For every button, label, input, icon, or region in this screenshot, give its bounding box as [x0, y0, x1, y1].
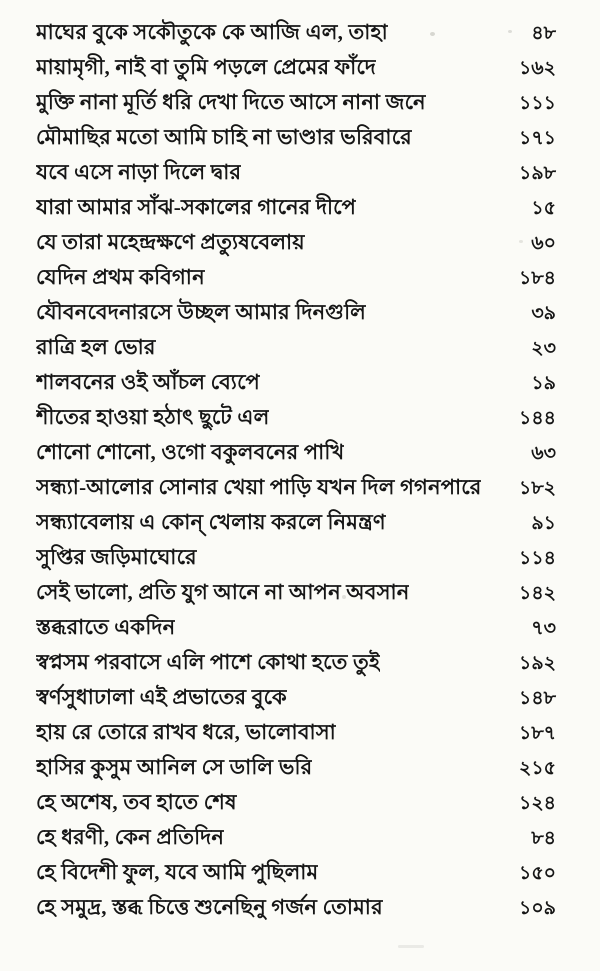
- entry-page-number: ১৪২: [518, 583, 556, 604]
- entry-page-number: ১২৪: [518, 793, 556, 814]
- entry-page-number: ২১৫: [518, 758, 556, 779]
- entry-page-number: ৮৪: [531, 828, 556, 849]
- index-entry: [36, 750, 556, 785]
- entry-page-number: ১৮৭: [518, 723, 556, 744]
- entry-title: সেই ভালো, প্রতি যুগ আনে না আপন অবসান: [36, 580, 410, 604]
- entry-title: হে অশেষ, তব হাতে শেষ: [36, 790, 237, 814]
- index-entry: [36, 820, 556, 855]
- entry-title: মুক্তি নানা মূর্তি ধরি দেখা দিতে আসে নানা জনে: [36, 90, 426, 114]
- index-entry: [36, 785, 556, 820]
- index-entry: [36, 400, 556, 435]
- index-entry: [36, 715, 556, 750]
- entry-title: মায়ামৃগী, নাই বা তুমি পড়লে প্রেমের ফাঁদে: [36, 55, 377, 79]
- entry-page-number: ৬০: [531, 233, 556, 254]
- scan-speck: [519, 240, 523, 243]
- index-entry: [36, 330, 556, 365]
- entry-page-number: ১৮৪: [519, 268, 556, 289]
- entry-title: হাসির কুসুম আনিল সে ডালি ভরি: [36, 755, 313, 779]
- entry-title: হে ধরণী, কেন প্রতিদিন: [36, 825, 225, 849]
- entry-title: শীতের হাওয়া হঠাৎ ছুটে এল: [36, 405, 270, 429]
- entry-page-number: ৩৯: [531, 303, 556, 324]
- index-entry: [36, 540, 556, 575]
- index-entry: [36, 890, 556, 925]
- entry-page-number: ১৮২: [518, 478, 556, 499]
- entry-page-number: ৭৩: [531, 618, 556, 639]
- index-entry: [36, 15, 556, 50]
- entry-title: যারা আমার সাঁঝ-সকালের গানের দীপে: [36, 195, 357, 219]
- entry-page-number: ৬৩: [531, 443, 556, 464]
- entry-page-number: ২৩: [531, 338, 556, 359]
- index-entry: [36, 260, 556, 295]
- entry-page-number: ১৪৪: [519, 408, 556, 429]
- index-entry: [36, 365, 556, 400]
- entry-title: যে তারা মহেন্দ্রক্ষণে প্রত্যুষবেলায়: [36, 230, 305, 254]
- entry-page-number: ১৯: [531, 373, 556, 394]
- entry-page-number: ১৯৮: [519, 163, 556, 184]
- index-entry: [36, 680, 556, 715]
- entry-page-number: ১৪৮: [519, 688, 556, 709]
- entry-page-number: ১৭১: [518, 128, 556, 149]
- index-entry: [36, 50, 556, 85]
- entry-title: হে বিদেশী ফুল, যবে আমি পুছিলাম: [36, 860, 319, 884]
- entry-title: রাত্রি হল ভোর: [36, 335, 156, 359]
- entry-title: স্বপ্নসম পরবাসে এলি পাশে কোথা হতে তুই: [36, 650, 381, 674]
- entry-title: শোনো শোনো, ওগো বকুলবনের পাখি: [36, 440, 345, 464]
- index-entry: [36, 470, 556, 505]
- index-entry: [36, 85, 556, 120]
- index-entry: [36, 295, 556, 330]
- entry-title: যবে এসে নাড়া দিলে দ্বার: [36, 160, 242, 184]
- entry-title: স্তব্ধরাতে একদিন: [36, 615, 176, 639]
- index-entry: [36, 190, 556, 225]
- entry-title: মাঘের বুকে সকৌতুকে কে আজি এল, তাহা: [36, 20, 388, 44]
- entry-title: যৌবনবেদনারসে উচ্ছল আমার দিনগুলি: [36, 300, 366, 324]
- scan-speck: [398, 945, 424, 948]
- entry-page-number: ১৬২: [518, 58, 556, 79]
- entry-title: সুপ্তির জড়িমাঘোরে: [36, 545, 197, 569]
- entry-page-number: ৯১: [531, 513, 556, 534]
- entry-title: মৌমাছির মতো আমি চাহি না ভাণ্ডার ভরিবারে: [36, 125, 412, 149]
- scan-speck: [508, 30, 512, 33]
- entry-page-number: ১৫: [531, 198, 556, 219]
- entry-title: যেদিন প্রথম কবিগান: [36, 265, 205, 289]
- entry-title: স্বর্ণসুধাঢালা এই প্রভাতের বুকে: [36, 685, 287, 709]
- scan-speck: [342, 595, 346, 599]
- entry-page-number: ১১১: [519, 93, 556, 114]
- index-entry: [36, 120, 556, 155]
- entry-page-number: ১১৪: [519, 548, 556, 569]
- entry-page-number: ১৫০: [518, 863, 556, 884]
- entry-page-number: ৪৮: [531, 23, 556, 44]
- index-entry: [36, 645, 556, 680]
- index-entry: [36, 575, 556, 610]
- entry-title: সন্ধ্যাবেলায় এ কোন্ খেলায় করলে নিমন্ত্রণ: [36, 510, 386, 534]
- index-entry: [36, 155, 556, 190]
- index-entry: [36, 225, 556, 260]
- entry-title: সন্ধ্যা-আলোর সোনার খেয়া পাড়ি যখন দিল গগনপারে: [36, 475, 482, 499]
- index-entry: [36, 855, 556, 890]
- index-entry: [36, 610, 556, 645]
- entry-page-number: ১৯২: [518, 653, 556, 674]
- entry-page-number: ১০৯: [518, 898, 556, 919]
- entry-title: হায় রে তোরে রাখব ধরে, ভালোবাসা: [36, 720, 336, 744]
- entry-title: শালবনের ওই আঁচল ব্যেপে: [36, 370, 260, 394]
- scan-speck: [430, 32, 435, 36]
- index-entry: [36, 435, 556, 470]
- index-entry: [36, 505, 556, 540]
- entry-title: হে সমুদ্র, স্তব্ধ চিত্তে শুনেছিনু গর্জন তোমার: [36, 895, 383, 919]
